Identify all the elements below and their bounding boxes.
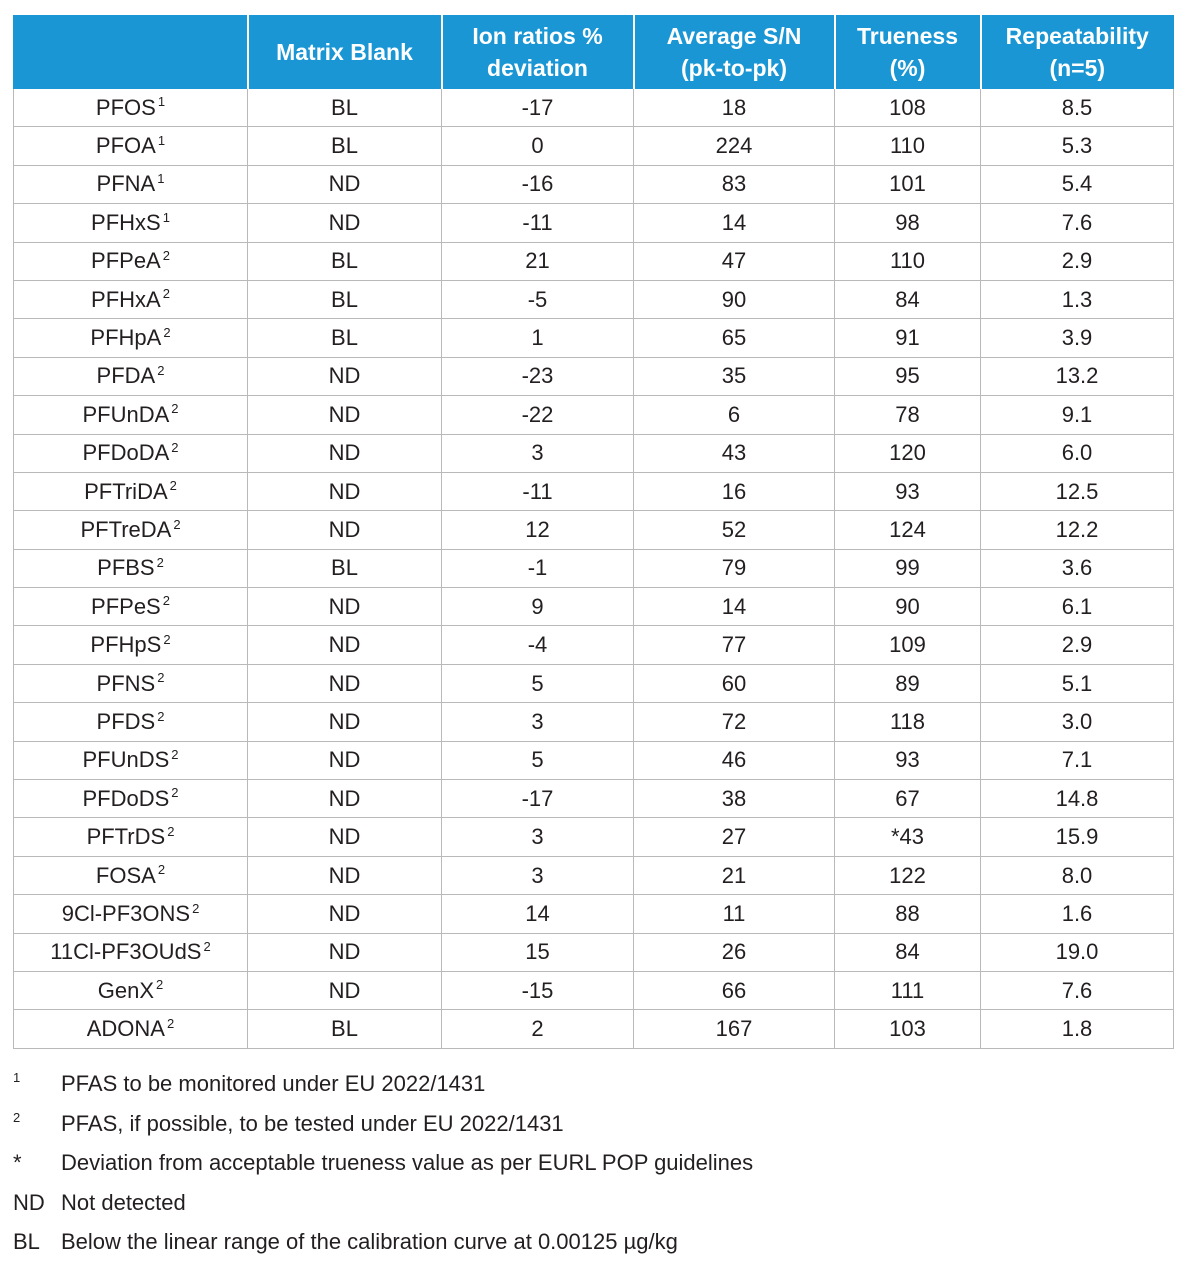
ion-ratio-cell: 21 [442, 242, 634, 280]
matrix-blank-cell: BL [248, 242, 442, 280]
signal-noise-cell: 65 [634, 319, 835, 357]
repeatability-cell: 1.6 [981, 895, 1174, 933]
trueness-cell: 122 [835, 856, 981, 894]
matrix-blank-cell: ND [248, 588, 442, 626]
footnote [13, 1143, 1173, 1183]
compound-name: ADONA [86, 1016, 165, 1042]
matrix-blank-cell: ND [248, 741, 442, 779]
compound-cell [14, 549, 248, 587]
compound-cell [14, 971, 248, 1009]
table-row [14, 357, 1174, 395]
matrix-blank-cell: ND [248, 856, 442, 894]
signal-noise-cell: 21 [634, 856, 835, 894]
footnote [13, 1104, 1173, 1144]
signal-noise-cell: 11 [634, 895, 835, 933]
compound-name: FOSA [95, 862, 156, 888]
trueness-cell: 124 [835, 511, 981, 549]
compound-cell [14, 741, 248, 779]
table-row [14, 89, 1174, 127]
repeatability-cell: 7.6 [981, 204, 1174, 242]
footnote-mark: BL [13, 1229, 40, 1254]
matrix-blank-cell: ND [248, 396, 442, 434]
compound-cell [14, 703, 248, 741]
trueness-cell: 118 [835, 703, 981, 741]
footnote-reference: 1 [157, 171, 165, 187]
compound-cell [14, 434, 248, 472]
ion-ratio-cell: 2 [442, 1010, 634, 1048]
ion-ratio-cell: -17 [442, 89, 634, 127]
table-row [14, 588, 1174, 626]
signal-noise-cell: 18 [634, 89, 835, 127]
matrix-blank-cell: BL [248, 549, 442, 587]
compound-cell [14, 1010, 248, 1048]
ion-ratio-cell: 9 [442, 588, 634, 626]
table-row [14, 741, 1174, 779]
compound-cell [14, 626, 248, 664]
repeatability-cell: 7.1 [981, 741, 1174, 779]
repeatability-cell: 3.9 [981, 319, 1174, 357]
table-row [14, 895, 1174, 933]
compound-name: PFPeS [91, 593, 161, 619]
matrix-blank-cell: BL [248, 280, 442, 318]
repeatability-cell: 1.3 [981, 280, 1174, 318]
trueness-cell: 78 [835, 396, 981, 434]
signal-noise-cell: 83 [634, 165, 835, 203]
trueness-cell: 120 [835, 434, 981, 472]
ion-ratio-cell: 14 [442, 895, 634, 933]
ion-ratio-cell: -5 [442, 280, 634, 318]
matrix-blank-cell: ND [248, 971, 442, 1009]
table-row [14, 856, 1174, 894]
repeatability-cell: 6.0 [981, 434, 1174, 472]
compound-name: PFHpA [90, 325, 162, 351]
compound-cell [14, 357, 248, 395]
footnote-reference: 2 [203, 938, 211, 954]
repeatability-cell: 5.3 [981, 127, 1174, 165]
table-row [14, 434, 1174, 472]
signal-noise-cell: 14 [634, 588, 835, 626]
trueness-cell: 84 [835, 280, 981, 318]
footnote-reference: 2 [167, 823, 175, 839]
compound-name: PFUnDS [82, 747, 170, 773]
column-header-line: Repeatability [1005, 23, 1149, 49]
column-header-line: (pk-to-pk) [680, 55, 788, 81]
footnote-reference: 2 [157, 862, 166, 878]
repeatability-cell: 8.0 [981, 856, 1174, 894]
table-row [14, 1010, 1174, 1048]
ion-ratio-cell: 3 [442, 703, 634, 741]
column-header-line: Matrix Blank [276, 39, 413, 65]
trueness-cell: 89 [835, 664, 981, 702]
table-row [14, 319, 1174, 357]
compound-cell [14, 780, 248, 818]
compound-name: PFNS [96, 670, 156, 696]
compound-name: PFHxA [91, 286, 161, 312]
signal-noise-cell: 90 [634, 280, 835, 318]
trueness-cell: 98 [835, 204, 981, 242]
footnote-reference: 2 [192, 900, 200, 916]
repeatability-cell: 8.5 [981, 89, 1174, 127]
trueness-cell: 84 [835, 933, 981, 971]
trueness-cell: 99 [835, 549, 981, 587]
compound-cell [14, 242, 248, 280]
compound-name: PFBS [97, 555, 155, 581]
table-row [14, 472, 1174, 510]
footnote-reference: 1 [157, 94, 166, 110]
compound-cell [14, 396, 248, 434]
repeatability-cell: 3.6 [981, 549, 1174, 587]
signal-noise-cell: 167 [634, 1010, 835, 1048]
column-header-line: deviation [487, 55, 588, 81]
header-ion-ratios [442, 16, 634, 89]
matrix-blank-cell: ND [248, 664, 442, 702]
trueness-cell: 95 [835, 357, 981, 395]
compound-cell [14, 664, 248, 702]
footnote-reference: 2 [162, 286, 170, 302]
repeatability-cell: 7.6 [981, 971, 1174, 1009]
matrix-blank-cell: ND [248, 895, 442, 933]
ion-ratio-cell: 3 [442, 434, 634, 472]
repeatability-cell: 6.1 [981, 588, 1174, 626]
table-header [14, 16, 1174, 89]
matrix-blank-cell: ND [248, 626, 442, 664]
footnote [13, 1064, 1173, 1104]
matrix-blank-cell: ND [248, 511, 442, 549]
compound-name: PFTriDA [84, 478, 168, 504]
signal-noise-cell: 35 [634, 357, 835, 395]
compound-name: PFHpS [90, 632, 162, 658]
table-body [14, 89, 1174, 1049]
ion-ratio-cell: -1 [442, 549, 634, 587]
signal-noise-cell: 224 [634, 127, 835, 165]
matrix-blank-cell: BL [248, 319, 442, 357]
footnote-reference: 2 [167, 1015, 175, 1031]
repeatability-cell: 14.8 [981, 780, 1174, 818]
compound-name: PFTreDA [80, 516, 172, 542]
table-row [14, 780, 1174, 818]
trueness-cell: 101 [835, 165, 981, 203]
column-header-line: Ion ratios % [472, 23, 603, 49]
compound-name: GenX [97, 977, 155, 1003]
matrix-blank-cell: BL [248, 1010, 442, 1048]
compound-cell [14, 89, 248, 127]
trueness-cell: 93 [835, 741, 981, 779]
ion-ratio-cell: -22 [442, 396, 634, 434]
signal-noise-cell: 72 [634, 703, 835, 741]
header-repeatability [981, 16, 1174, 89]
footnote-reference: 2 [156, 977, 164, 993]
table-row [14, 818, 1174, 856]
signal-noise-cell: 79 [634, 549, 835, 587]
matrix-blank-cell: ND [248, 357, 442, 395]
ion-ratio-cell: -23 [442, 357, 634, 395]
footnote-mark: ND [13, 1189, 45, 1215]
ion-ratio-cell: 3 [442, 856, 634, 894]
matrix-blank-cell: BL [248, 89, 442, 127]
ion-ratio-cell: -15 [442, 971, 634, 1009]
footnote-text: Below the linear range of the calibration curve at 0.00125 µg/kg [61, 1229, 678, 1254]
ion-ratio-cell: 1 [442, 319, 634, 357]
header-trueness [835, 16, 981, 89]
repeatability-cell: 3.0 [981, 703, 1174, 741]
table-row [14, 703, 1174, 741]
ion-ratio-cell: 5 [442, 741, 634, 779]
table-row [14, 165, 1174, 203]
footnotes [13, 1064, 1173, 1262]
repeatability-cell: 13.2 [981, 357, 1174, 395]
footnote-text: Deviation from acceptable trueness value as per EURL POP guidelines [61, 1150, 754, 1175]
compound-cell [14, 204, 248, 242]
repeatability-cell: 12.5 [981, 472, 1174, 510]
ion-ratio-cell: -11 [442, 204, 634, 242]
signal-noise-cell: 27 [634, 818, 835, 856]
signal-noise-cell: 60 [634, 664, 835, 702]
footnote-mark: * [13, 1150, 22, 1175]
signal-noise-cell: 77 [634, 626, 835, 664]
footnote-reference: 2 [171, 439, 179, 455]
matrix-blank-cell: ND [248, 818, 442, 856]
compound-name: PFDA [96, 363, 156, 389]
table-row [14, 664, 1174, 702]
footnote-mark: 2 [13, 1109, 21, 1125]
compound-cell [14, 856, 248, 894]
footnote [13, 1222, 1173, 1262]
repeatability-cell: 19.0 [981, 933, 1174, 971]
signal-noise-cell: 43 [634, 434, 835, 472]
table-row [14, 280, 1174, 318]
table-row [14, 396, 1174, 434]
table-row [14, 626, 1174, 664]
repeatability-cell: 5.4 [981, 165, 1174, 203]
table-row [14, 511, 1174, 549]
repeatability-cell: 15.9 [981, 818, 1174, 856]
repeatability-cell: 1.8 [981, 1010, 1174, 1048]
compound-cell [14, 280, 248, 318]
footnote-mark: 1 [13, 1070, 21, 1085]
compound-cell [14, 165, 248, 203]
ion-ratio-cell: -17 [442, 780, 634, 818]
compound-cell [14, 319, 248, 357]
table-row [14, 127, 1174, 165]
compound-cell [14, 472, 248, 510]
matrix-blank-cell: ND [248, 204, 442, 242]
header-average-sn [634, 16, 835, 89]
footnote-reference: 2 [162, 593, 170, 609]
matrix-blank-cell: ND [248, 434, 442, 472]
compound-name: PFHxS [91, 209, 161, 235]
table-row [14, 933, 1174, 971]
ion-ratio-cell: 0 [442, 127, 634, 165]
footnote-reference: 2 [171, 747, 179, 762]
compound-name: PFOA [95, 133, 156, 159]
signal-noise-cell: 38 [634, 780, 835, 818]
compound-name: 9Cl-PF3ONS [61, 900, 191, 926]
results-table [13, 15, 1174, 1049]
column-header-line: Average S/N [666, 23, 802, 49]
footnote-reference: 1 [157, 132, 166, 148]
footnote-reference: 2 [171, 785, 179, 801]
ion-ratio-cell: 12 [442, 511, 634, 549]
trueness-cell: 110 [835, 127, 981, 165]
signal-noise-cell: 66 [634, 971, 835, 1009]
header-matrix-blank [248, 16, 442, 89]
ion-ratio-cell: -16 [442, 165, 634, 203]
repeatability-cell: 2.9 [981, 626, 1174, 664]
repeatability-cell: 9.1 [981, 396, 1174, 434]
column-header-line: (n=5) [1049, 55, 1106, 81]
footnote-reference: 2 [157, 670, 165, 686]
compound-cell [14, 818, 248, 856]
signal-noise-cell: 26 [634, 933, 835, 971]
footnote-reference: 2 [162, 247, 170, 263]
footnote-reference: 2 [157, 363, 165, 379]
compound-cell [14, 588, 248, 626]
matrix-blank-cell: ND [248, 165, 442, 203]
compound-name: PFTrDS [86, 824, 166, 850]
trueness-cell: 67 [835, 780, 981, 818]
matrix-blank-cell: ND [248, 472, 442, 510]
header-row [14, 16, 1174, 89]
compound-name: PFNA [96, 171, 156, 197]
footnote-reference: 2 [171, 401, 179, 417]
footnote-reference: 1 [162, 209, 170, 225]
footnote-reference: 2 [157, 708, 165, 724]
trueness-cell: 109 [835, 626, 981, 664]
repeatability-cell: 12.2 [981, 511, 1174, 549]
compound-cell [14, 511, 248, 549]
signal-noise-cell: 6 [634, 396, 835, 434]
ion-ratio-cell: 15 [442, 933, 634, 971]
compound-name: PFUnDA [82, 401, 170, 427]
footnote-reference: 2 [173, 516, 181, 532]
compound-cell [14, 895, 248, 933]
signal-noise-cell: 52 [634, 511, 835, 549]
ion-ratio-cell: 3 [442, 818, 634, 856]
compound-name: PFDS [96, 708, 156, 734]
compound-name: PFPeA [91, 248, 161, 274]
footnote [13, 1183, 1173, 1223]
footnote-text: PFAS, if possible, to be tested under EU 2022/1431 [61, 1110, 564, 1136]
table-row [14, 204, 1174, 242]
repeatability-cell: 2.9 [981, 242, 1174, 280]
footnote-reference: 2 [156, 555, 164, 571]
compound-name: PFDoDS [82, 785, 170, 811]
matrix-blank-cell: ND [248, 933, 442, 971]
compound-name: PFDoDA [82, 440, 170, 466]
footnote-reference: 2 [163, 631, 171, 647]
compound-name: 11Cl-PF3OUdS [50, 939, 202, 965]
trueness-cell: 111 [835, 971, 981, 1009]
ion-ratio-cell: -4 [442, 626, 634, 664]
column-header-line: Trueness [857, 23, 958, 49]
compound-cell [14, 127, 248, 165]
table-row [14, 549, 1174, 587]
compound-name: PFOS [95, 94, 156, 120]
signal-noise-cell: 16 [634, 472, 835, 510]
matrix-blank-cell: BL [248, 127, 442, 165]
trueness-cell: 110 [835, 242, 981, 280]
trueness-cell: 91 [835, 319, 981, 357]
column-header-line: (%) [889, 55, 926, 81]
header-compound [14, 16, 248, 89]
footnote-text: PFAS to be monitored under EU 2022/1431 [61, 1071, 486, 1096]
footnote-text: Not detected [61, 1189, 186, 1215]
trueness-cell: 93 [835, 472, 981, 510]
ion-ratio-cell: 5 [442, 664, 634, 702]
compound-cell [14, 933, 248, 971]
trueness-cell: *43 [835, 818, 981, 856]
footnote-reference: 2 [163, 324, 171, 340]
footnote-reference: 2 [169, 478, 177, 494]
signal-noise-cell: 14 [634, 204, 835, 242]
trueness-cell: 108 [835, 89, 981, 127]
signal-noise-cell: 47 [634, 242, 835, 280]
signal-noise-cell: 46 [634, 741, 835, 779]
repeatability-cell: 5.1 [981, 664, 1174, 702]
matrix-blank-cell: ND [248, 703, 442, 741]
table-row [14, 971, 1174, 1009]
trueness-cell: 90 [835, 588, 981, 626]
matrix-blank-cell: ND [248, 780, 442, 818]
table-row [14, 242, 1174, 280]
trueness-cell: 88 [835, 895, 981, 933]
trueness-cell: 103 [835, 1010, 981, 1048]
ion-ratio-cell: -11 [442, 472, 634, 510]
